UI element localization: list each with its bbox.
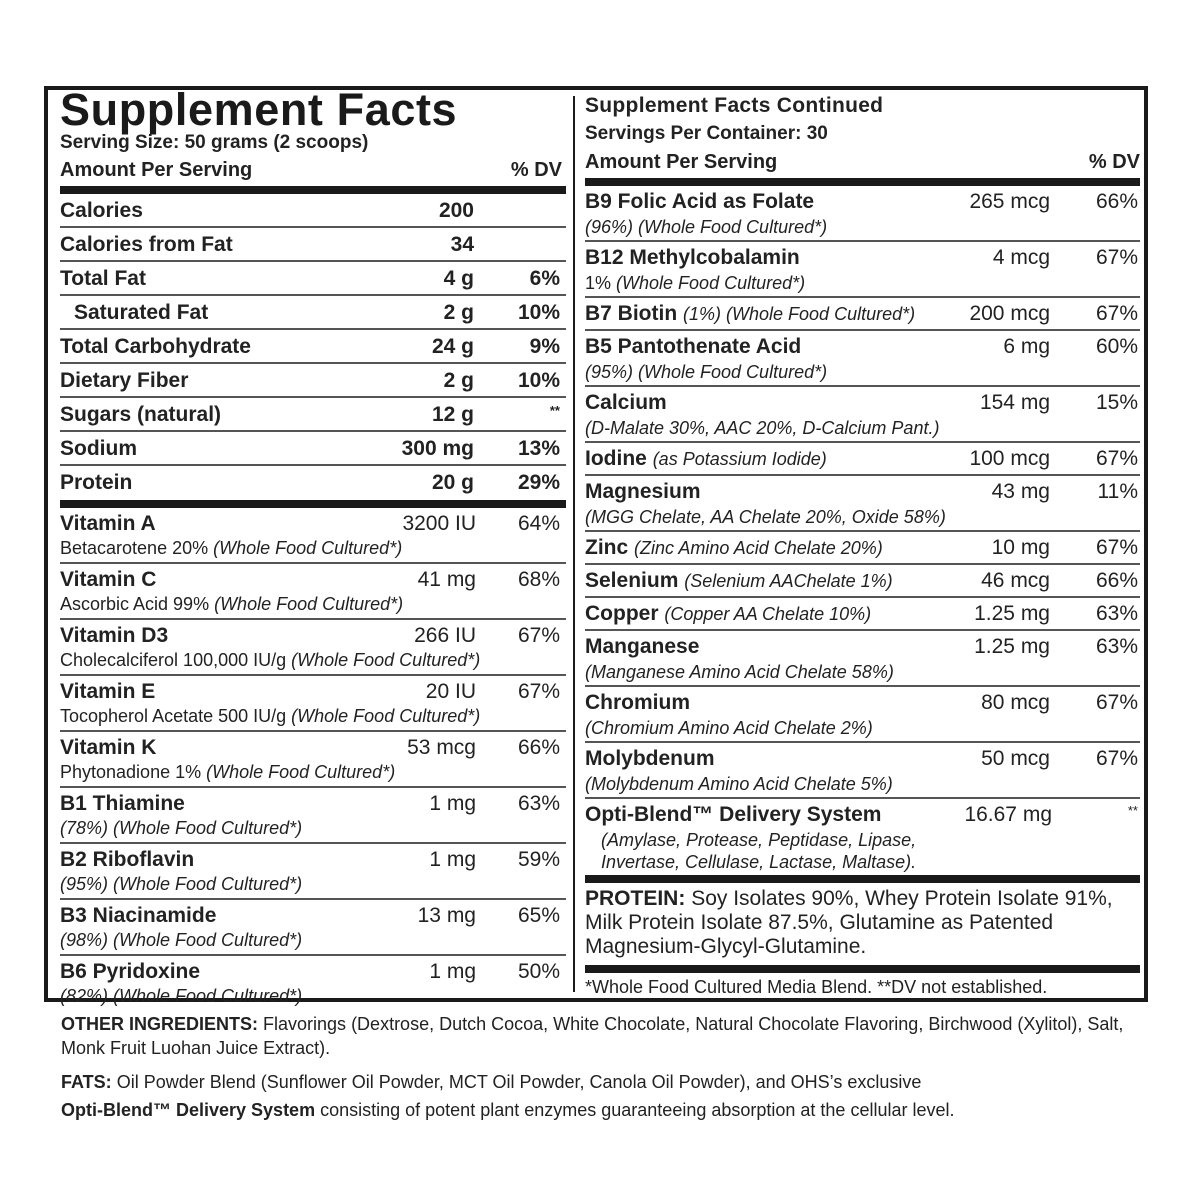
nutrient-name-text: B9 Folic Acid as Folate: [585, 190, 815, 213]
nutrient-name: Calories from Fat: [60, 233, 233, 256]
thick-rule: [60, 186, 566, 194]
table-row: [60, 956, 566, 1012]
table-row: [585, 598, 1140, 631]
dv-header: % DV: [1088, 151, 1140, 173]
fats-label: FATS:: [61, 1072, 112, 1092]
nutrient-dv: 11%: [1097, 480, 1138, 503]
nutrient-source: [585, 216, 1140, 238]
row-content: [60, 566, 566, 594]
nutrient-amount: 12 g: [431, 403, 474, 426]
nutrient-source: [585, 717, 1140, 739]
table-row: [60, 620, 566, 676]
nutrient-name-text: B12 Methylcobalamin: [585, 246, 800, 269]
nutrient-amount: 6 mg: [1003, 335, 1050, 358]
nutrient-name: Saturated Fat: [74, 301, 209, 324]
nutrient-dv: 10%: [517, 301, 560, 324]
opti-blend-line2: Invertase, Cellulase, Lactase, Maltase).: [601, 852, 917, 872]
nutrient-name: Dietary Fiber: [60, 369, 189, 392]
table-row: [585, 631, 1140, 687]
nutrient-name: Sugars (natural): [60, 403, 222, 426]
row-content: [585, 600, 1140, 628]
nutrient-amount: 154 mg: [979, 391, 1050, 414]
nutrient-name-text: Copper: [585, 602, 659, 625]
nutrient-source: [60, 761, 566, 783]
table-row: [585, 387, 1140, 443]
source-note: (95%) (Whole Food Cultured*): [60, 874, 303, 894]
nutrient-dv: 67%: [1095, 447, 1138, 470]
nutrient-amount: 2 g: [443, 301, 474, 324]
table-row: [60, 194, 566, 228]
row-content: [60, 367, 566, 395]
nutrient-dv: 64%: [517, 512, 560, 535]
nutrient-source: [585, 506, 1140, 528]
nutrient-name: [585, 300, 915, 328]
nutrient-dv: 66%: [1095, 190, 1138, 213]
nutrient-dv: 68%: [517, 568, 560, 591]
nutrient-name: Sodium: [60, 437, 137, 460]
table-row: [60, 508, 566, 564]
source-note: (D-Malate 30%, AAC 20%, D-Calcium Pant.): [585, 418, 940, 438]
nutrient-name: [585, 689, 690, 717]
nutrient-dv: 60%: [1095, 335, 1138, 358]
source-note: (98%) (Whole Food Cultured*): [60, 930, 303, 950]
nutrient-dv: 15%: [1095, 391, 1138, 414]
nutrient-name: B1 Thiamine: [60, 792, 185, 815]
nutrient-dv: 63%: [517, 792, 560, 815]
row-content: [60, 333, 566, 361]
row-content: [585, 689, 1140, 717]
source-note: (Whole Food Cultured*): [616, 273, 806, 293]
source-text: Cholecalciferol 100,000 IU/g: [60, 650, 292, 670]
row-content: [60, 510, 566, 538]
nutrient-amount: 53 mcg: [407, 736, 476, 759]
row-content: [585, 445, 1140, 473]
nutrient-dv: 59%: [517, 848, 560, 871]
nutrient-name-text: Chromium: [585, 691, 690, 714]
nutrient-source: (1%) (Whole Food Cultured*): [683, 304, 916, 324]
nutrient-dv: 63%: [1095, 602, 1138, 625]
thick-rule: [60, 500, 566, 508]
nutrient-name: Total Fat: [60, 267, 146, 290]
nutrient-amount: 100 mcg: [969, 447, 1050, 470]
nutrient-name: Calories: [60, 199, 143, 222]
nutrient-name: B6 Pyridoxine: [60, 960, 201, 983]
table-row: [60, 466, 566, 500]
nutrient-name-text: Magnesium: [585, 480, 701, 503]
nutrient-name-text: Selenium: [585, 569, 679, 592]
row-content: [60, 197, 566, 225]
opti-blend-line1: (Amylase, Protease, Peptidase, Lipase,: [601, 830, 917, 850]
nutrient-amount: 200: [438, 199, 474, 222]
other-ingredients-label: OTHER INGREDIENTS:: [61, 1014, 259, 1034]
nutrient-amount: 1.25 mg: [974, 602, 1050, 625]
source-note: (Whole Food Cultured*): [214, 594, 404, 614]
source-note: (Manganese Amino Acid Chelate 58%): [585, 662, 894, 682]
nutrient-dv: 9%: [529, 335, 560, 358]
nutrient-amount: 4 mcg: [992, 246, 1050, 269]
nutrient-name: [585, 478, 701, 506]
row-content: [585, 745, 1140, 773]
nutrient-dv: 29%: [517, 471, 560, 494]
nutrient-source: [60, 593, 566, 615]
opti-blend-name: Opti-Blend™ Delivery System: [585, 803, 882, 826]
nutrient-dv: **: [549, 403, 560, 418]
nutrient-amount: 50 mcg: [981, 747, 1050, 770]
nutrient-dv: 67%: [517, 624, 560, 647]
fats-statement: [61, 1068, 1161, 1124]
nutrient-amount: 10 mg: [991, 536, 1050, 559]
row-content: [585, 534, 1140, 562]
table-row: [60, 564, 566, 620]
protein-text: Soy Isolates 90%, Whey Protein Isolate 91%, Milk Protein Isolate 87.5%, Glutamine as Patented Magnesium-Glycyl-Glutamine.: [585, 887, 1113, 958]
nutrient-amount: 1.25 mg: [974, 635, 1050, 658]
row-content: [60, 265, 566, 293]
table-row: [585, 476, 1140, 532]
nutrient-name-text: Manganese: [585, 635, 700, 658]
nutrient-source: [585, 272, 1140, 294]
nutrient-amount: 1 mg: [429, 792, 476, 815]
source-note: (Whole Food Cultured*): [206, 762, 396, 782]
opti-blend-label: Opti-Blend™ Delivery System: [61, 1100, 316, 1120]
nutrient-dv: 13%: [517, 437, 560, 460]
row-content: [60, 734, 566, 762]
nutrient-source: (Copper AA Chelate 10%): [664, 604, 872, 624]
source-note: (Whole Food Cultured*): [291, 706, 481, 726]
table-row: [585, 532, 1140, 565]
source-note: (MGG Chelate, AA Chelate 20%, Oxide 58%): [585, 507, 946, 527]
nutrient-source: (Zinc Amino Acid Chelate 20%): [634, 538, 883, 558]
nutrient-name-text: Zinc: [585, 536, 629, 559]
nutrient-dv: 67%: [1095, 302, 1138, 325]
row-content: [60, 622, 566, 650]
row-content: [60, 790, 566, 818]
nutrient-name-text: B7 Biotin: [585, 302, 678, 325]
left-column: [60, 84, 566, 1012]
opti-blend-enzymes: [585, 829, 1140, 873]
row-content: [585, 567, 1140, 595]
row-content: [60, 902, 566, 930]
table-row: [585, 298, 1140, 331]
nutrient-name: [585, 445, 827, 473]
source-note: (Whole Food Cultured*): [291, 650, 481, 670]
minerals-list: [585, 186, 1140, 799]
nutrient-name: Vitamin K: [60, 736, 157, 759]
nutrient-source: [60, 817, 566, 839]
amount-per-serving-header: [585, 148, 1140, 176]
source-note: (96%) (Whole Food Cultured*): [585, 217, 828, 237]
vitamins-list: [60, 508, 566, 1012]
row-content: [60, 435, 566, 463]
nutrient-name: [585, 389, 667, 417]
nutrient-dv: 67%: [1095, 747, 1138, 770]
nutrient-dv: 50%: [517, 960, 560, 983]
nutrient-name: [585, 567, 893, 595]
macro-nutrients-list: [60, 194, 566, 500]
nutrient-dv: 67%: [1095, 246, 1138, 269]
nutrient-source: [585, 661, 1140, 683]
table-row: [585, 186, 1140, 242]
thick-rule: [585, 965, 1140, 973]
nutrient-name: B3 Niacinamide: [60, 904, 217, 927]
source-text: 1%: [585, 273, 617, 293]
nutrient-name: Protein: [60, 471, 133, 494]
nutrient-amount: 265 mcg: [969, 190, 1050, 213]
nutrient-dv: 63%: [1095, 635, 1138, 658]
table-row: [585, 743, 1140, 799]
nutrient-name: [585, 333, 801, 361]
row-content: [60, 401, 566, 429]
row-content: [60, 469, 566, 497]
table-row: [60, 364, 566, 398]
nutrient-name: Vitamin C: [60, 568, 157, 591]
nutrient-source: [585, 361, 1140, 383]
nutrient-name: Total Carbohydrate: [60, 335, 251, 358]
row-content: [60, 299, 566, 327]
table-row: [60, 844, 566, 900]
opti-blend-text: consisting of potent plant enzymes guaranteeing absorption at the cellular level.: [320, 1100, 955, 1120]
source-note: (Chromium Amino Acid Chelate 2%): [585, 718, 873, 738]
nutrient-amount: 13 mg: [417, 904, 476, 927]
table-row: [60, 900, 566, 956]
servings-per-container: Servings Per Container: 30: [585, 123, 828, 144]
other-ingredients-text: Flavorings (Dextrose, Dutch Cocoa, White Chocolate, Natural Chocolate Flavoring, Birchwood (Xylitol), Salt, Monk Fruit Luohan Juice Extract).: [61, 1014, 1124, 1058]
right-column: [585, 92, 1140, 999]
table-row: [585, 565, 1140, 598]
row-content: [585, 333, 1140, 361]
source-text: Phytonadione 1%: [60, 762, 207, 782]
nutrient-amount: 20 IU: [425, 680, 476, 703]
nutrient-name: [585, 600, 871, 628]
source-note: (78%) (Whole Food Cultured*): [60, 818, 303, 838]
nutrient-name: [585, 633, 699, 661]
table-row: [60, 228, 566, 262]
nutrient-amount: 1 mg: [429, 960, 476, 983]
protein-label: PROTEIN:: [585, 887, 686, 910]
nutrient-amount: 266 IU: [414, 624, 476, 647]
nutrient-name: [585, 534, 883, 562]
nutrient-amount: 1 mg: [429, 848, 476, 871]
amount-per-serving-header: [60, 156, 566, 184]
row-content: [585, 244, 1140, 272]
row-content: [60, 678, 566, 706]
table-row: [585, 331, 1140, 387]
nutrient-dv: 10%: [517, 369, 560, 392]
table-row: [60, 732, 566, 788]
nutrient-source: [585, 417, 1140, 439]
source-text: Tocopherol Acetate 500 IU/g: [60, 706, 292, 726]
nutrient-dv: 67%: [1095, 536, 1138, 559]
nutrient-amount: 4 g: [443, 267, 474, 290]
nutrient-name: Vitamin E: [60, 680, 156, 703]
row-content: [60, 958, 566, 986]
amount-per-serving-label: Amount Per Serving: [60, 159, 253, 181]
table-row: [60, 432, 566, 466]
nutrient-dv: 67%: [517, 680, 560, 703]
ingredients-section: [61, 1012, 1161, 1132]
nutrient-amount: 46 mcg: [981, 569, 1050, 592]
row-content: [60, 846, 566, 874]
nutrient-name: [585, 188, 814, 216]
nutrient-name: [585, 244, 800, 272]
nutrient-amount: 80 mcg: [981, 691, 1050, 714]
thick-rule: [585, 178, 1140, 186]
nutrient-dv: 66%: [1095, 569, 1138, 592]
nutrient-amount: 20 g: [431, 471, 474, 494]
nutrient-amount: 41 mg: [417, 568, 476, 591]
dv-header: % DV: [510, 159, 562, 181]
table-row: [60, 398, 566, 432]
continued-title: Supplement Facts Continued: [585, 94, 884, 117]
amount-per-serving-label: Amount Per Serving: [585, 151, 778, 173]
nutrient-source: [60, 705, 566, 727]
table-row: [60, 330, 566, 364]
opti-blend-dv: **: [1127, 803, 1138, 818]
table-row: [585, 242, 1140, 298]
row-content: [585, 188, 1140, 216]
other-ingredients: [61, 1012, 1161, 1060]
source-note: (82%) (Whole Food Cultured*): [60, 986, 303, 1006]
source-note: (Whole Food Cultured*): [213, 538, 403, 558]
table-row: [585, 687, 1140, 743]
nutrient-dv: 66%: [517, 736, 560, 759]
row-content: [60, 231, 566, 259]
row-content: [585, 633, 1140, 661]
nutrient-name-text: Molybdenum: [585, 747, 715, 770]
nutrient-amount: 34: [450, 233, 474, 256]
table-row: [60, 262, 566, 296]
nutrient-source: [60, 873, 566, 895]
thick-rule: [585, 875, 1140, 883]
opti-blend-amount: 16.67 mg: [964, 803, 1052, 826]
nutrient-source: [585, 773, 1140, 795]
source-text: Ascorbic Acid 99%: [60, 594, 215, 614]
nutrient-name: Vitamin D3: [60, 624, 169, 647]
serving-size: Serving Size: 50 grams (2 scoops): [60, 132, 369, 153]
table-row: [60, 676, 566, 732]
opti-blend-row: [585, 799, 1140, 875]
source-note: (Molybdenum Amino Acid Chelate 5%): [585, 774, 893, 794]
nutrient-name-text: B5 Pantothenate Acid: [585, 335, 802, 358]
nutrient-dv: 65%: [517, 904, 560, 927]
nutrient-source: (as Potassium Iodide): [652, 449, 827, 469]
nutrient-dv: 67%: [1095, 691, 1138, 714]
table-row: [60, 296, 566, 330]
nutrient-name: Vitamin A: [60, 512, 156, 535]
row-content: [585, 300, 1140, 328]
nutrient-amount: 3200 IU: [402, 512, 476, 535]
nutrient-amount: 24 g: [431, 335, 474, 358]
table-row: [585, 443, 1140, 476]
row-content: [585, 478, 1140, 506]
nutrient-source: [60, 537, 566, 559]
fats-text: Oil Powder Blend (Sunflower Oil Powder, MCT Oil Powder, Canola Oil Powder), and OHS’s exclusive: [116, 1072, 922, 1092]
nutrient-source: [60, 929, 566, 951]
nutrient-amount: 2 g: [443, 369, 474, 392]
source-text: Betacarotene 20%: [60, 538, 214, 558]
nutrient-amount: 43 mg: [991, 480, 1050, 503]
nutrient-source: [60, 649, 566, 671]
table-row: [60, 788, 566, 844]
column-divider: [573, 96, 575, 992]
page-title: Supplement Facts: [60, 84, 458, 135]
protein-sources: [585, 887, 1140, 959]
nutrient-amount: 200 mcg: [969, 302, 1050, 325]
nutrient-name-text: Iodine: [585, 447, 647, 470]
nutrient-source: (Selenium AAChelate 1%): [684, 571, 893, 591]
nutrient-amount: 300 mg: [401, 437, 474, 460]
nutrient-name-text: Calcium: [585, 391, 667, 414]
footnote: *Whole Food Cultured Media Blend. **DV not established.: [585, 977, 1048, 997]
nutrient-source: [60, 985, 566, 1007]
nutrient-name: [585, 745, 715, 773]
row-content: [585, 389, 1140, 417]
nutrient-dv: 6%: [529, 267, 560, 290]
nutrient-name: B2 Riboflavin: [60, 848, 195, 871]
source-note: (95%) (Whole Food Cultured*): [585, 362, 828, 382]
